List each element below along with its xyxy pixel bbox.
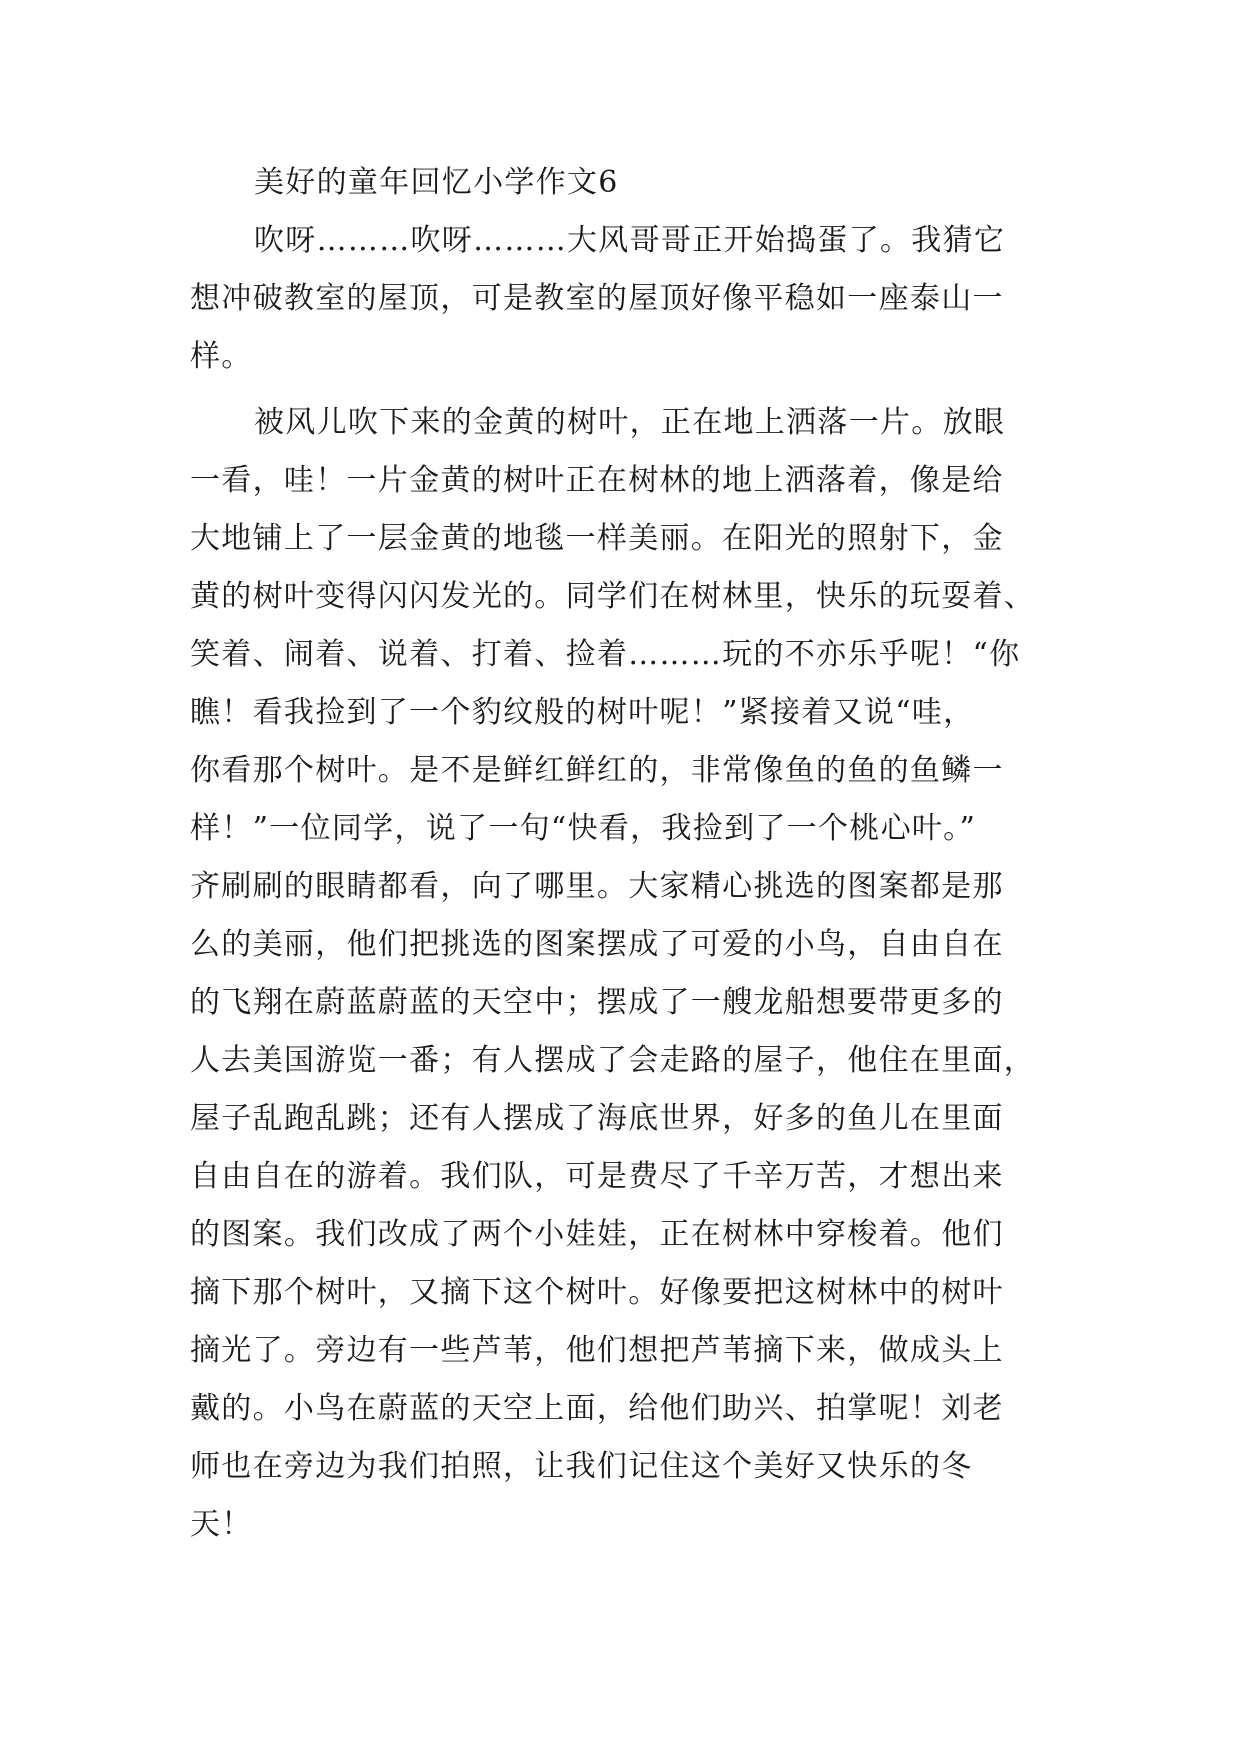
paragraph-line: 想冲破教室的屋顶，可是教室的屋顶好像平稳如一座泰山一 [190,281,1004,316]
paragraph-line: 天！ [190,1507,253,1542]
paragraph-line: 的飞翔在蔚蓝蔚蓝的天空中；摆成了一艘龙船想要带更多的 [190,985,1004,1020]
paragraph-line: 摘光了。旁边有一些芦苇，他们想把芦苇摘下来，做成头上 [190,1333,1004,1368]
paragraph-gap [190,386,1054,394]
paragraph-line: 齐刷刷的眼睛都看，向了哪里。大家精心挑选的图案都是那 [190,869,1004,904]
paragraph-line: 笑着、闹着、说着、打着、捡着………玩的不亦乐乎呢！“你 [190,637,1021,672]
essay-title: 美好的童年回忆小学作文6 [254,165,619,200]
paragraph-line: 一看，哇！一片金黄的树叶正在树林的地上洒落着，像是给 [190,463,1004,498]
paragraph-line: 你看那个树叶。是不是鲜红鲜红的，非常像鱼的鱼的鱼鳞一 [190,753,1004,788]
paragraph-2 [190,394,1054,1612]
paragraph-line: 么的美丽，他们把挑选的图案摆成了可爱的小鸟，自由自在 [190,927,1004,962]
paragraph-line: 摘下那个树叶，又摘下这个树叶。好像要把这树林中的树叶 [190,1275,1004,1310]
paragraph-line: 大地铺上了一层金黄的地毯一样美丽。在阳光的照射下，金 [190,521,1004,556]
paragraph-1 [190,212,1054,386]
paragraph-line: 戴的。小鸟在蔚蓝的天空上面，给他们助兴、拍掌呢！刘老 [190,1391,1004,1426]
paragraph-line [190,1554,1054,1612]
paragraph-line: 被风儿吹下来的金黄的树叶，正在地上洒落一片。放眼 [254,405,1006,440]
paragraph-line: 吹呀………吹呀………大风哥哥正开始捣蛋了。我猜它 [254,223,1006,258]
paragraph-line: 自由自在的游着。我们队，可是费尽了千辛万苦，才想出来 [190,1159,1004,1194]
paragraph-line: 样！”一位同学，说了一句“快看，我捡到了一个桃心叶。” [190,811,977,846]
paragraph-line: 黄的树叶变得闪闪发光的。同学们在树林里，快乐的玩耍着、 [190,579,1036,614]
paragraph-line: 样。 [190,339,253,374]
paragraph-line: 师也在旁边为我们拍照，让我们记住这个美好又快乐的冬 [190,1449,973,1484]
paragraph-line: 人去美国游览一番；有人摆成了会走路的屋子，他住在里面， [190,1043,1036,1078]
essay-body [190,154,1054,1612]
paragraph-line: 瞧！看我捡到了一个豹纹般的树叶呢！”紧接着又说“哇， [190,695,975,730]
paragraph-line: 屋子乱跑乱跳；还有人摆成了海底世界，好多的鱼儿在里面 [190,1101,1004,1136]
paragraph-line: 的图案。我们改成了两个小娃娃，正在树林中穿梭着。他们 [190,1217,1004,1252]
